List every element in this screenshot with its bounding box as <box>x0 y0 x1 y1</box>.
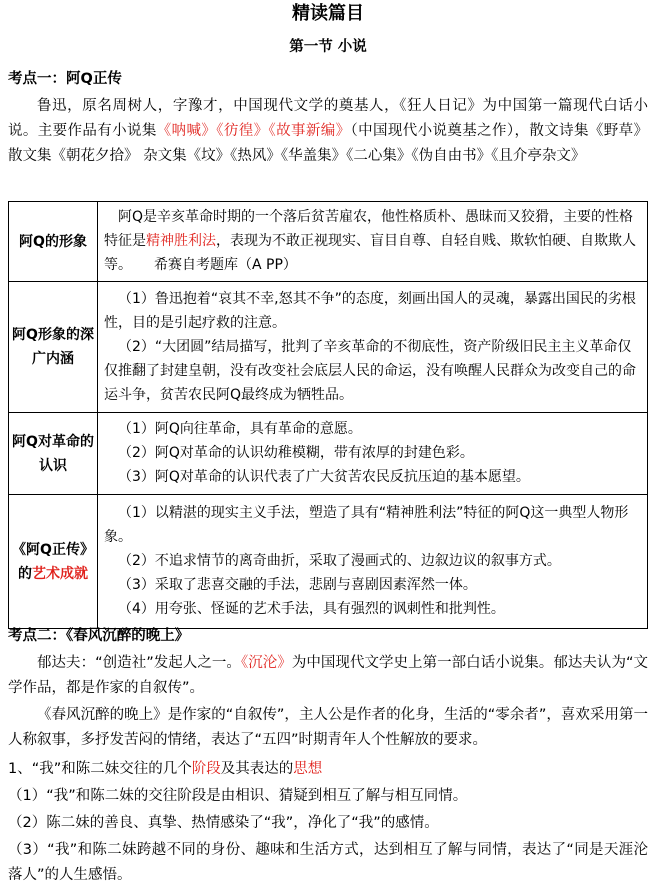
list-item: （1）鲁迅抱着“哀其不幸,怒其不争”的态度，刻画出国人的灵魂，暴露出国民的劣根性，目的是引起疗救的注意。 <box>104 290 636 331</box>
point-highlight-thought: 思想 <box>293 761 323 777</box>
section2-para1 <box>8 651 648 701</box>
image-text-pre: 阿Q是辛亥革命时期的一个落后贫苦雇农，他性格质朴、愚昧而又狡猾，主要的性格特征是 <box>104 209 634 249</box>
p1-highlight: 《沉沦》 <box>240 655 292 671</box>
point-text-pre: 1、“我”和陈二妹交往的几个 <box>8 761 192 777</box>
intro-text-pre: 鲁迅，原名周树人，字豫才，中国现代文学的奠基人，《狂人日记》为中国第一篇现代白话小说。主要作品有小说集 <box>8 98 648 139</box>
table-row <box>9 282 648 413</box>
list-item: （3）采取了悲喜交融的手法，悲剧与喜剧因素浑然一体。 <box>118 577 477 593</box>
row-label-connotation: 阿Q形象的深广内涵 <box>9 282 98 413</box>
row-content-image <box>98 202 648 282</box>
section2-point-heading <box>8 757 648 782</box>
list-item: （1）阿Q向往革命，具有革命的意愿。 <box>118 421 362 437</box>
artistry-label-pre: 《阿Q正传》的 <box>12 541 94 582</box>
page-title: 精读篇目 <box>292 3 364 24</box>
row-label-artistry <box>9 495 98 629</box>
section1-heading: 考点一：阿Q正传 <box>8 71 122 87</box>
intro-works-highlight: 《呐喊》《彷徨》《故事新编》 <box>156 123 351 139</box>
ah-q-analysis-table <box>8 201 648 629</box>
p1-text-pre: 郁达夫：“创造社”发起人之一。 <box>37 655 241 671</box>
intro-text-post: （中国现代小说奠基之作），散文诗集《野草》 散文集《朝花夕拾》 杂文集《坟》《热风》《华盖集》《二心集》《伪自由书》《且介亭杂文》 <box>8 123 648 164</box>
row-content-revolution <box>98 413 648 495</box>
artistry-label-highlight: 艺术成就 <box>32 565 88 582</box>
point-highlight-stage: 阶段 <box>191 761 221 777</box>
p1-text-post: 为中国现代文学史上第一部白话小说集。郁达夫认为“文学作品，都是作家的自叙传”。 <box>8 655 649 696</box>
row-label-revolution: 阿Q对革命的认识 <box>9 413 98 495</box>
table-row <box>9 413 648 495</box>
list-item: （2）不追求情节的离奇曲折，采取了漫画式的、边叙边议的叙事方式。 <box>118 553 561 569</box>
section2-para2: 《春风沉醉的晚上》是作家的“自叙传”，主人公是作者的化身，生活的“零余者”，喜欢采用第一人称叙事，多抒发苦闷的情绪，表达了“五四”时期青年人个性解放的要求。 <box>8 707 648 748</box>
row-content-artistry <box>98 495 648 629</box>
list-item: （1）“我”和陈二妹的交往阶段是由相识、猜疑到相互了解与相互同情。 <box>8 788 468 804</box>
list-item: （3）阿Q对革命的认识代表了广大贫苦农民反抗压迫的基本愿望。 <box>118 469 530 485</box>
list-item: （3）“我”和陈二妹跨越不同的身份、趣味和生活方式，达到相互了解与同情，表达了“同是天涯沦落人”的人生感悟。 <box>8 842 648 883</box>
image-text-post: ，表现为不敢正视现实、盲目自尊、自轻自贱、欺软怕硬、自欺欺人等。 <box>104 233 636 273</box>
list-item: （4）用夸张、怪诞的艺术手法，具有强烈的讽刺性和批判性。 <box>118 601 505 617</box>
point-text-mid: 及其表达的 <box>220 761 294 777</box>
section-subtitle: 第一节 小说 <box>289 39 367 55</box>
section1-intro <box>8 94 648 169</box>
list-item: （2）阿Q对革命的认识幼稚模糊，带有浓厚的封建色彩。 <box>118 445 474 461</box>
watermark-text: 希赛自考题库（A PP） <box>154 257 297 273</box>
image-text-highlight: 精神胜利法 <box>146 233 216 249</box>
list-item: （2）陈二妹的善良、真挚、热情感染了“我”，净化了“我”的感情。 <box>8 815 439 831</box>
list-item: （1）以精湛的现实主义手法，塑造了具有“精神胜利法”特征的阿Q这一典型人物形象。 <box>104 505 629 545</box>
row-content-connotation <box>98 282 648 413</box>
table-row <box>9 202 648 282</box>
table-row <box>9 495 648 629</box>
section2-heading: 考点二：《春风沉醉的晚上》 <box>8 628 190 644</box>
row-label-image: 阿Q的形象 <box>9 202 98 282</box>
list-item: （2）“大团圆”结局描写，批判了辛亥革命的不彻底性，资产阶级旧民主主义革命仅仅推翻了封建皇朝，没有改变社会底层人民的命运，没有唤醒人民群众为改变自己的命运斗争，贫苦农民阿Q最终成为牺牲品。 <box>104 338 636 403</box>
